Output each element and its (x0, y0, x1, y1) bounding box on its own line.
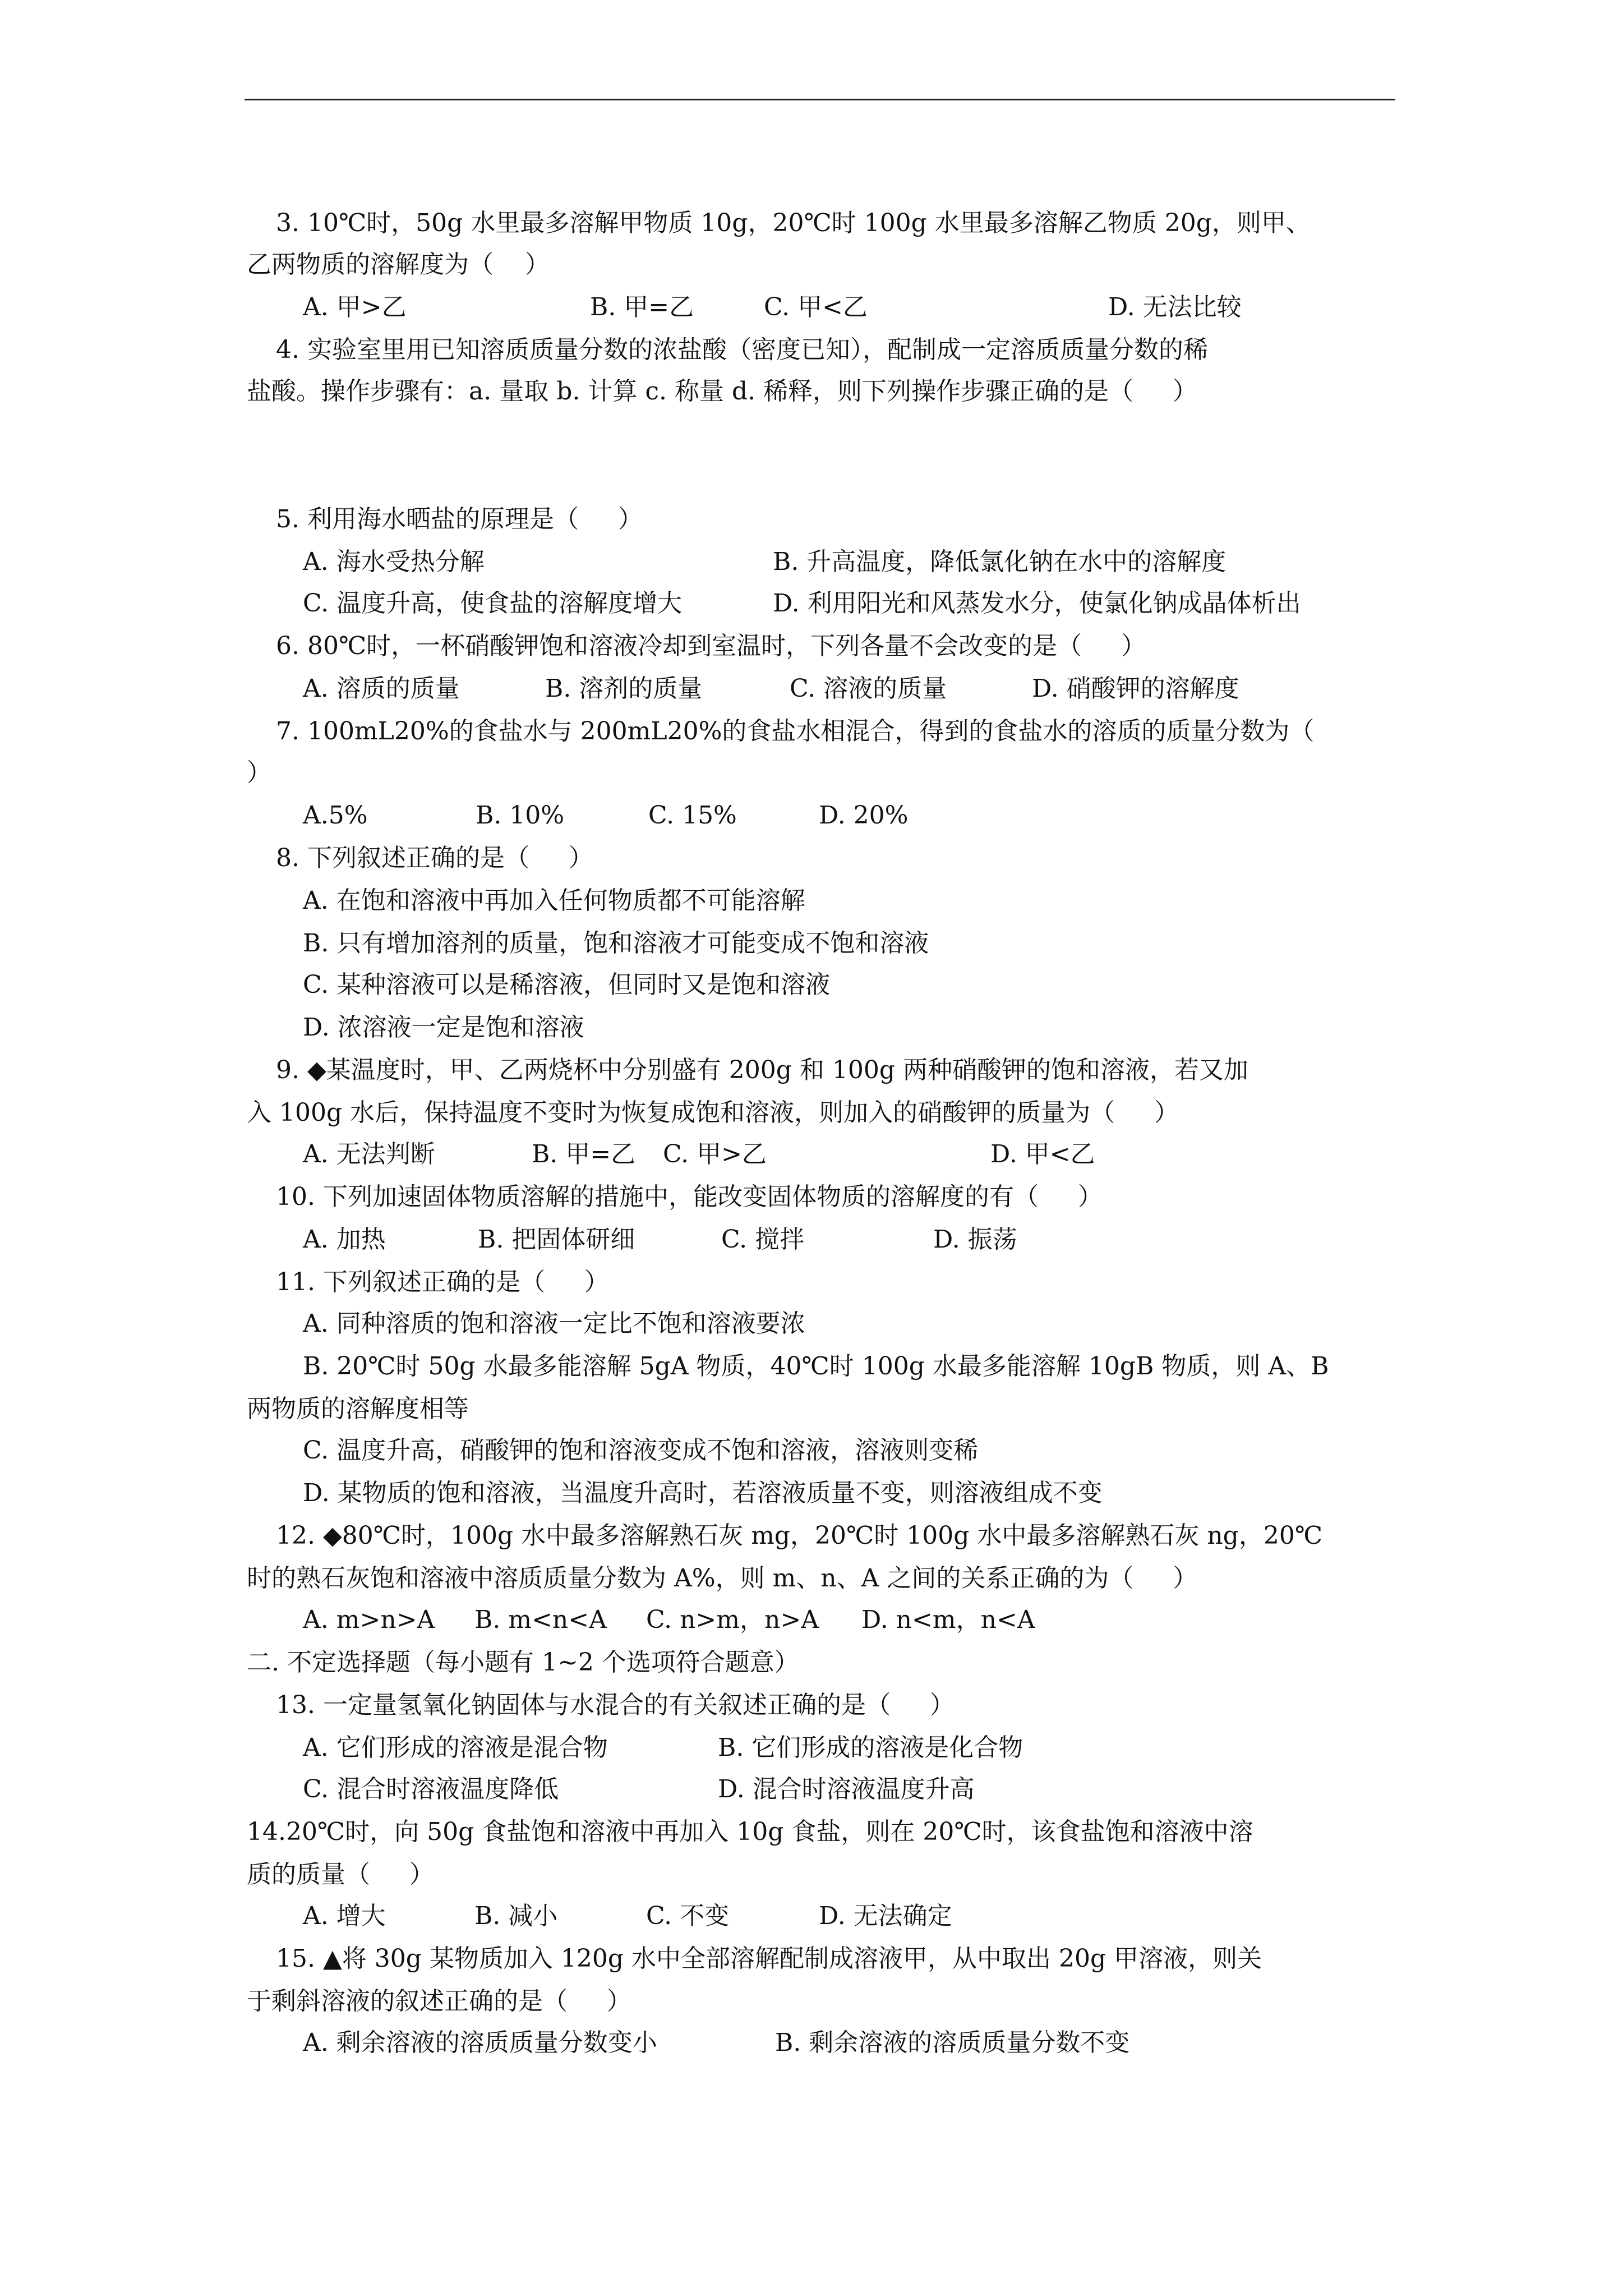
question-5-option-a: A. 海水受热分解 (303, 547, 485, 576)
question-3-option-b: B. 甲=乙 (590, 293, 694, 321)
question-10-option-c: C. 搅拌 (721, 1225, 805, 1254)
question-12-line-2: 时的熟石灰饱和溶液中溶质质量分数为 A%，则 m、n、A 之间的关系正确的为（ ） (247, 1564, 1198, 1593)
question-14-option-d: D. 无法确定 (819, 1902, 952, 1930)
question-12-line-1: 12. ◆80℃时，100g 水中最多溶解熟石灰 mg，20℃时 100g 水中最多溶解熟石灰 ng，20℃ (276, 1521, 1323, 1550)
question-3-line-2: 乙两物质的溶解度为（ ） (247, 250, 550, 279)
question-11-option-b-line-1: B. 20℃时 50g 水最多能溶解 5gA 物质，40℃时 100g 水最多能溶解 10gB 物质，则 A、B (303, 1352, 1329, 1381)
question-8-option-d: D. 浓溶液一定是饱和溶液 (303, 1013, 584, 1042)
question-11-option-d: D. 某物质的饱和溶液，当温度升高时，若溶液质量不变，则溶液组成不变 (303, 1479, 1103, 1507)
question-7-line-1: 7. 100mL20%的食盐水与 200mL20%的食盐水相混合，得到的食盐水的溶质的质量分数为（ (276, 717, 1315, 746)
question-12-option-a: A. m>n>A (303, 1605, 435, 1634)
question-11-option-c: C. 温度升高，硝酸钾的饱和溶液变成不饱和溶液，溶液则变稀 (303, 1436, 979, 1465)
question-7-option-a: A.5% (303, 801, 368, 830)
question-9-option-b: B. 甲=乙 (532, 1140, 636, 1168)
question-12-option-c: C. n>m，n>A (646, 1605, 819, 1634)
question-7-line-2: ） (247, 758, 271, 787)
question-6-line-1: 6. 80℃时，一杯硝酸钾饱和溶液冷却到室温时，下列各量不会改变的是（ ） (276, 632, 1146, 660)
question-3-line-1: 3. 10℃时，50g 水里最多溶解甲物质 10g，20℃时 100g 水里最多溶解乙物质 20g，则甲、 (276, 209, 1311, 237)
question-8-option-a: A. 在饱和溶液中再加入任何物质都不可能溶解 (303, 886, 805, 915)
question-6-option-d: D. 硝酸钾的溶解度 (1032, 674, 1239, 703)
question-5-option-d: D. 利用阳光和风蒸发水分，使氯化钠成晶体析出 (773, 589, 1301, 618)
section-2-heading: 二. 不定选择题（每小题有 1~2 个选项符合题意） (247, 1648, 799, 1677)
question-3-option-a: A. 甲>乙 (303, 293, 407, 321)
question-6-option-a: A. 溶质的质量 (303, 674, 460, 703)
question-9-line-2: 入 100g 水后，保持温度不变时为恢复成饱和溶液，则加入的硝酸钾的质量为（ ） (247, 1098, 1179, 1127)
question-5-option-c: C. 温度升高，使食盐的溶解度增大 (303, 589, 683, 618)
question-11-option-b-line-2: 两物质的溶解度相等 (247, 1395, 469, 1423)
question-10-option-b: B. 把固体研细 (478, 1225, 635, 1254)
question-3-option-d: D. 无法比较 (1108, 293, 1242, 321)
question-13-option-c: C. 混合时溶液温度降低 (303, 1775, 559, 1803)
question-14-line-1: 14.20℃时，向 50g 食盐饱和溶液中再加入 10g 食盐，则在 20℃时，该食盐饱和溶液中溶 (247, 1818, 1253, 1846)
question-7-option-d: D. 20% (819, 801, 909, 830)
header-rule (245, 99, 1395, 100)
question-9-option-a: A. 无法判断 (303, 1140, 435, 1168)
question-5-line-1: 5. 利用海水晒盐的原理是（ ） (276, 505, 643, 533)
question-11-line-1: 11. 下列叙述正确的是（ ） (276, 1268, 609, 1296)
question-13-option-b: B. 它们形成的溶液是化合物 (718, 1733, 1023, 1762)
question-10-option-d: D. 振荡 (933, 1225, 1017, 1254)
question-15-line-2: 于剩斜溶液的叙述正确的是（ ） (247, 1987, 631, 2016)
question-15-line-1: 15. ▲将 30g 某物质加入 120g 水中全部溶解配制成溶液甲，从中取出 20g 甲溶液，则关 (276, 1944, 1262, 1973)
question-14-option-c: C. 不变 (646, 1902, 730, 1930)
question-3-option-c: C. 甲<乙 (764, 293, 868, 321)
question-11-option-a: A. 同种溶质的饱和溶液一定比不饱和溶液要浓 (303, 1309, 805, 1338)
question-10-option-a: A. 加热 (303, 1225, 386, 1254)
question-8-option-b: B. 只有增加溶剂的质量，饱和溶液才可能变成不饱和溶液 (303, 929, 929, 958)
question-4-line-2: 盐酸。操作步骤有：a. 量取 b. 计算 c. 称量 d. 稀释，则下列操作步骤正确的是（ ） (247, 377, 1197, 406)
question-7-option-b: B. 10% (476, 801, 565, 830)
question-13-line-1: 13. 一定量氢氧化钠固体与水混合的有关叙述正确的是（ ） (276, 1691, 955, 1719)
question-6-option-b: B. 溶剂的质量 (545, 674, 703, 703)
question-14-line-2: 质的质量（ ） (247, 1860, 434, 1889)
question-15-option-a: A. 剩余溶液的溶质质量分数变小 (303, 2028, 657, 2057)
question-7-option-c: C. 15% (648, 801, 737, 830)
question-8-option-c: C. 某种溶液可以是稀溶液，但同时又是饱和溶液 (303, 970, 831, 999)
question-12-option-d: D. n<m，n<A (861, 1605, 1035, 1634)
question-9-option-c: C. 甲>乙 (663, 1140, 767, 1168)
question-13-option-d: D. 混合时溶液温度升高 (718, 1775, 975, 1803)
question-5-option-b: B. 升高温度，降低氯化钠在水中的溶解度 (773, 547, 1227, 576)
question-9-option-d: D. 甲<乙 (990, 1140, 1095, 1168)
question-8-line-1: 8. 下列叙述正确的是（ ） (276, 844, 593, 872)
question-14-option-b: B. 减小 (474, 1902, 558, 1930)
question-10-line-1: 10. 下列加速固体物质溶解的措施中，能改变固体物质的溶解度的有（ ） (276, 1182, 1103, 1211)
question-12-option-b: B. m<n<A (474, 1605, 607, 1634)
question-14-option-a: A. 增大 (303, 1902, 386, 1930)
question-9-line-1: 9. ◆某温度时，甲、乙两烧杯中分别盛有 200g 和 100g 两种硝酸钾的饱和溶液，若又加 (276, 1056, 1249, 1084)
question-13-option-a: A. 它们形成的溶液是混合物 (303, 1733, 608, 1762)
question-6-option-c: C. 溶液的质量 (790, 674, 947, 703)
question-4-line-1: 4. 实验室里用已知溶质质量分数的浓盐酸（密度已知），配制成一定溶质质量分数的稀 (276, 335, 1208, 364)
question-15-option-b: B. 剩余溶液的溶质质量分数不变 (775, 2028, 1130, 2057)
